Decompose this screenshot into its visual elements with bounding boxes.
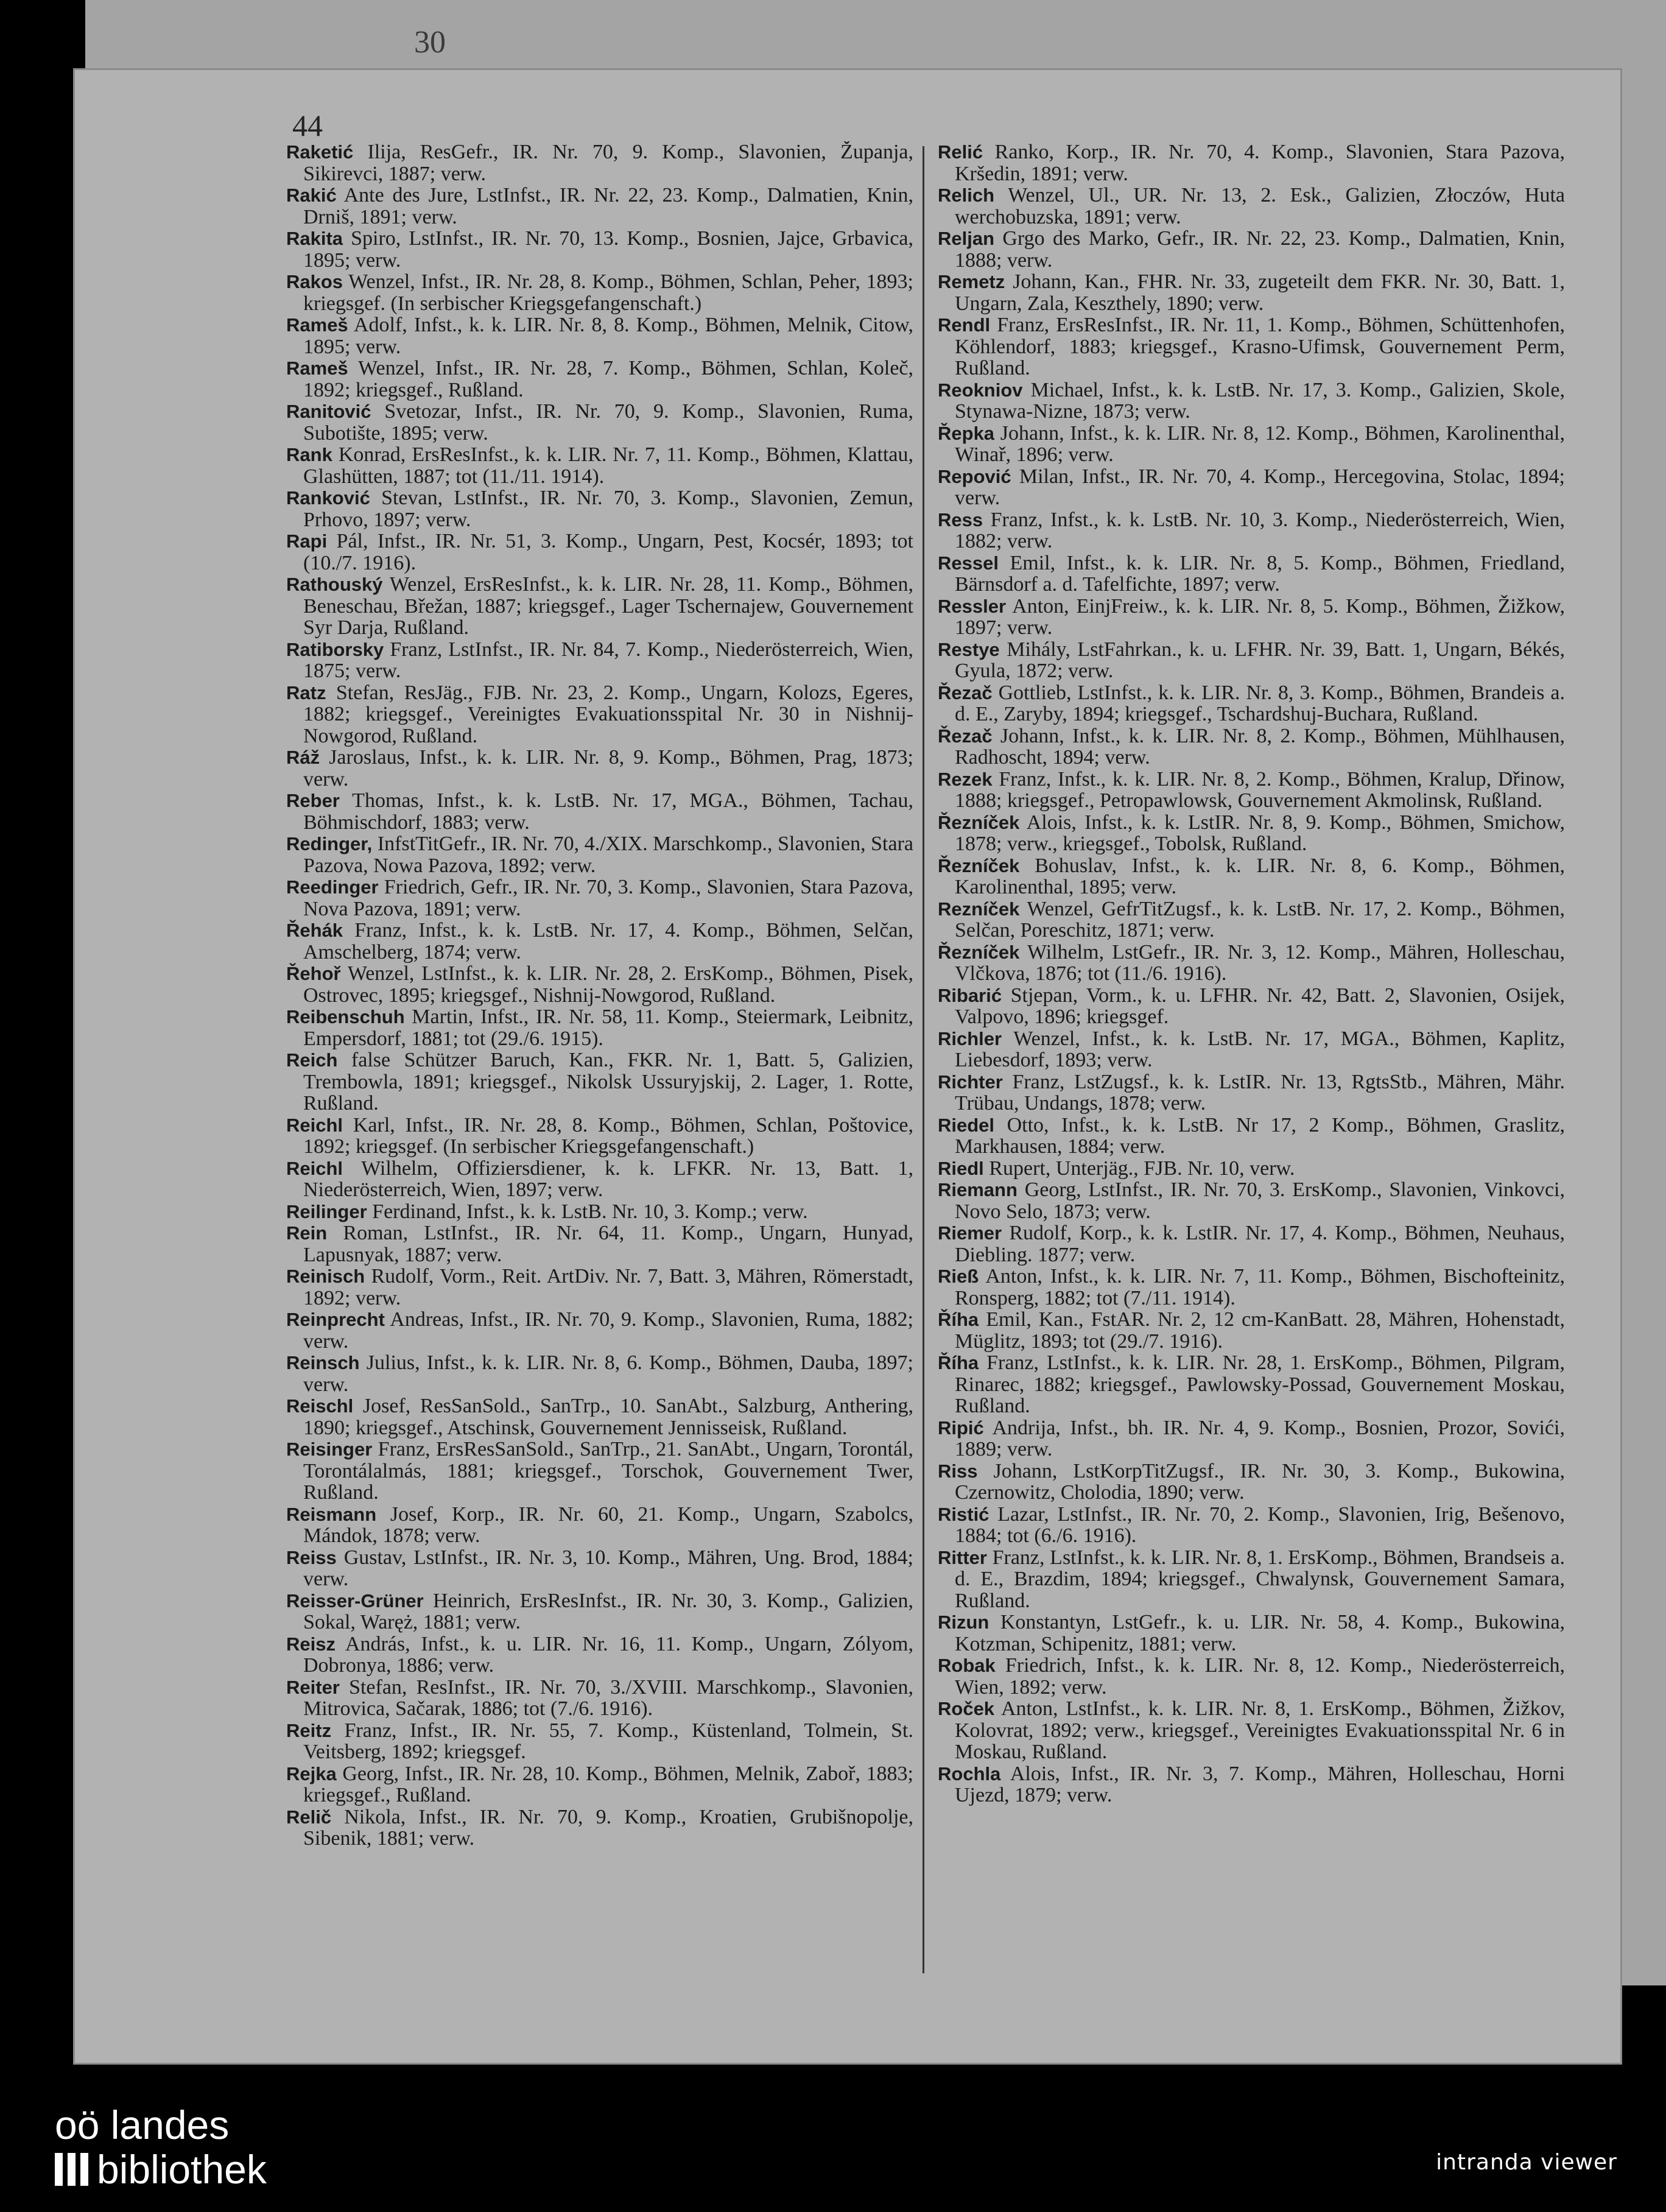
entry-surname: Richter — [938, 1071, 1003, 1093]
directory-entry — [286, 271, 913, 314]
entry-details: Martin, Infst., IR. Nr. 58, 11. Komp., Steiermark, Leibnitz, Empersdorf, 1881; tot (29./6. 1915). — [303, 1006, 913, 1050]
entry-surname: Rieß — [938, 1266, 979, 1287]
directory-entry — [938, 855, 1565, 898]
entry-surname: Reisz — [286, 1633, 336, 1655]
entry-details: Franz, LstInfst., k. k. LIR. Nr. 8, 1. ErsKomp., Böhmen, Brandseis a. d. E., Brazdim, 1894; kriegsgef., Chwalynsk, Gouvernement Samara, Rußland. — [955, 1546, 1565, 1612]
column-divider — [923, 146, 924, 1973]
directory-entry — [286, 1763, 913, 1806]
entry-details: Alois, Infst., k. k. LstIR. Nr. 8, 9. Komp., Böhmen, Smichow, 1878; verw., kriegsgef., Tobolsk, Rußland. — [955, 811, 1565, 855]
entry-details: Franz, LstZugsf., k. k. LstIR. Nr. 13, RgtsStb., Mähren, Mähr. Trübau, Undangs, 1878; verw. — [955, 1070, 1565, 1115]
entry-details: Georg, Infst., IR. Nr. 28, 10. Komp., Böhmen, Melnik, Zaboř, 1883; kriegsgef., Rußland. — [303, 1762, 913, 1806]
entry-details: Emil, Kan., FstAR. Nr. 2, 12 cm-KanBatt. 28, Mähren, Hohenstadt, Müglitz, 1893; tot (29./7. 1916). — [955, 1308, 1565, 1353]
entry-details: Franz, LstInfst., k. k. LIR. Nr. 28, 1. ErsKomp., Böhmen, Pilgram, Rinarec, 1882; kriegsgef., Pawlowsky-Possad, Gouvernement Moskau, Rußland. — [955, 1351, 1565, 1417]
entry-surname: Rejka — [286, 1763, 337, 1784]
entry-surname: Raketić — [286, 141, 354, 163]
entry-details: Johann, Kan., FHR. Nr. 33, zugeteilt dem FKR. Nr. 30, Batt. 1, Ungarn, Zala, Keszthely, 1890; verw. — [955, 270, 1565, 315]
entry-surname: Rameš — [286, 358, 348, 379]
directory-entry — [286, 682, 913, 747]
directory-entry — [938, 898, 1565, 942]
directory-entry — [286, 444, 913, 487]
directory-entry — [938, 1698, 1565, 1763]
entry-surname: Reitz — [286, 1719, 332, 1741]
entry-surname: Ratz — [286, 682, 326, 703]
directory-entry — [286, 1006, 913, 1049]
entry-details: Andrija, Infst., bh. IR. Nr. 4, 9. Komp., Bosnien, Prozor, Sovići, 1889; verw. — [955, 1416, 1565, 1460]
entry-surname: Rakos — [286, 271, 343, 292]
entry-surname: Rizun — [938, 1611, 989, 1633]
entry-details: Johann, Infst., k. k. LIR. Nr. 8, 12. Komp., Böhmen, Karolinenthal, Winař, 1896; verw. — [955, 421, 1565, 466]
directory-entry — [286, 1720, 913, 1763]
entry-surname: Reinsch — [286, 1352, 360, 1373]
entry-surname: Reilinger — [286, 1200, 367, 1222]
page-number: 44 — [292, 108, 323, 143]
entry-surname: Relič — [286, 1806, 332, 1828]
entry-details: Wenzel, GefrTitZugsf., k. k. LstB. Nr. 17, 2. Komp., Böhmen, Selčan, Poreschitz, 1871; verw. — [955, 897, 1565, 942]
directory-entry — [938, 596, 1565, 639]
entry-details: Mihály, LstFahrkan., k. u. LFHR. Nr. 39, Batt. 1, Ungarn, Békés, Gyula, 1872; verw. — [955, 638, 1565, 682]
entry-surname: Reiss — [286, 1546, 337, 1568]
entry-details: Anton, EinjFreiw., k. k. LIR. Nr. 8, 5. Komp., Böhmen, Žižkow, 1897; verw. — [955, 594, 1565, 639]
entry-surname: Rezek — [938, 768, 993, 790]
directory-entry — [286, 314, 913, 358]
entry-details: Gottlieb, LstInfst., k. k. LIR. Nr. 8, 3. Komp., Böhmen, Brandeis a. d. E., Zaryby, 1894; kriegsgef., Tschardshuj-Buchara, Rußland. — [955, 681, 1565, 725]
entry-surname: Ranković — [286, 487, 370, 509]
entry-details: InfstTitGefr., IR. Nr. 70, 4./XIX. Marschkomp., Slavonien, Stara Pazova, Nowa Pazova, 1892; verw. — [303, 833, 913, 877]
entry-details: Stefan, ResJäg., FJB. Nr. 23, 2. Komp., Ungarn, Kolozs, Egeres, 1882; kriegsgef., Vereinigtes Evakuationsspital Nr. 30 in Nishnij-Nowgorod, Rußland. — [303, 681, 913, 747]
directory-entry — [938, 942, 1565, 985]
directory-entry — [286, 1633, 913, 1677]
entry-surname: Reisinger — [286, 1439, 373, 1460]
directory-entry — [286, 228, 913, 271]
entry-details: Heinrich, ErsResInfst., IR. Nr. 30, 3. Komp., Galizien, Sokal, Waręż, 1881; verw. — [303, 1589, 913, 1633]
entry-surname: Ribarić — [938, 984, 1002, 1006]
directory-entry — [286, 833, 913, 876]
directory-entry — [938, 1309, 1565, 1352]
entry-details: Ferdinand, Infst., k. k. LstB. Nr. 10, 3. Komp.; verw. — [367, 1200, 808, 1223]
entry-surname: Reich — [286, 1049, 338, 1071]
directory-entry — [938, 985, 1565, 1028]
directory-entry — [286, 487, 913, 530]
entry-surname: Říha — [938, 1309, 979, 1330]
directory-entry — [286, 920, 913, 963]
entry-surname: Reber — [286, 790, 340, 811]
entry-surname: Reismann — [286, 1503, 377, 1525]
entry-surname: Rameš — [286, 314, 348, 336]
left-column — [286, 141, 913, 1850]
entry-surname: Rakita — [286, 228, 343, 249]
entry-surname: Říha — [938, 1352, 979, 1373]
entry-details: Stevan, LstInfst., IR. Nr. 70, 3. Komp., Slavonien, Zemun, Prhovo, 1897; verw. — [303, 487, 913, 531]
directory-entry — [938, 1158, 1565, 1180]
directory-entry — [938, 466, 1565, 509]
directory-entry — [938, 552, 1565, 596]
directory-entry — [938, 1460, 1565, 1504]
entry-surname: Řezač — [938, 725, 993, 747]
entry-surname: Rank — [286, 444, 332, 465]
entry-details: Franz, Infst., k. k. LIR. Nr. 8, 2. Komp., Böhmen, Kralup, Dřinow, 1888; kriegsgef., Petropawlowsk, Gouvernement Akmolinsk, Rußland. — [955, 767, 1565, 812]
entry-surname: Repović — [938, 465, 1011, 487]
entry-surname: Riemann — [938, 1179, 1018, 1200]
entry-details: Pál, Infst., IR. Nr. 51, 3. Komp., Ungarn, Pest, Kocsér, 1893; tot (10./7. 1916). — [303, 530, 913, 574]
entry-details: Wenzel, LstInfst., k. k. LIR. Nr. 28, 2. ErsKomp., Böhmen, Pisek, Ostrovec, 1895; kriegsgef., Nishnij-Nowgorod, Rußland. — [303, 962, 913, 1007]
entry-details: Rudolf, Korp., k. k. LstIR. Nr. 17, 4. Komp., Böhmen, Neuhaus, Diebling. 1877; verw. — [955, 1222, 1565, 1266]
entry-details: Alois, Infst., IR. Nr. 3, 7. Komp., Mähren, Holleschau, Horni Ujezd, 1879; verw. — [955, 1762, 1565, 1806]
entry-surname: Restye — [938, 638, 1000, 660]
entry-details: Johann, Infst., k. k. LIR. Nr. 8, 2. Komp., Böhmen, Mühlhausen, Radhoscht, 1894; verw. — [955, 724, 1565, 769]
directory-entry — [938, 379, 1565, 423]
entry-details: Josef, ResSanSold., SanTrp., 10. SanAbt., Salzburg, Anthering, 1890; kriegsgef., Atschinsk, Gouvernement Jennisseisk, Rußland. — [303, 1395, 913, 1439]
entry-details: Andreas, Infst., IR. Nr. 70, 9. Komp., Slavonien, Ruma, 1882; verw. — [303, 1308, 913, 1353]
logo-bars-icon — [55, 2153, 88, 2186]
entry-details: Rupert, Unterjäg., FJB. Nr. 10, verw. — [983, 1157, 1295, 1180]
entry-surname: Řezníček — [938, 941, 1020, 963]
entry-surname: Riedel — [938, 1114, 995, 1136]
directory-entry — [938, 725, 1565, 769]
entry-details: Stefan, ResInfst., IR. Nr. 70, 3./XVIII. Marschkomp., Slavonien, Mitrovica, Sačarak, 1886; tot (7./6. 1916). — [303, 1675, 913, 1720]
directory-entry — [286, 1439, 913, 1504]
entry-surname: Reinisch — [286, 1266, 365, 1287]
entry-details: Wilhelm, LstGefr., IR. Nr. 3, 12. Komp., Mähren, Holleschau, Vlčkova, 1876; tot (11./6. 1916). — [955, 940, 1565, 985]
entry-surname: Richler — [938, 1027, 1002, 1049]
entry-surname: Remetz — [938, 271, 1005, 292]
entry-details: Karl, Infst., IR. Nr. 28, 8. Komp., Böhmen, Schlan, Poštovice, 1892; kriegsgef. (In serbischer Kriegsgefangenschaft.) — [303, 1113, 913, 1158]
directory-entry — [938, 423, 1565, 466]
entry-surname: Řehoř — [286, 963, 341, 984]
entry-details: Spiro, LstInfst., IR. Nr. 70, 13. Komp., Bosnien, Jajce, Grbavica, 1895; verw. — [303, 227, 913, 272]
entry-surname: Ritter — [938, 1546, 987, 1568]
entry-details: András, Infst., k. u. LIR. Nr. 16, 11. Komp., Ungarn, Zólyom, Dobronya, 1886; verw. — [303, 1632, 913, 1677]
directory-entry — [938, 812, 1565, 855]
entry-surname: Relić — [938, 141, 983, 163]
directory-entry — [286, 141, 913, 185]
entry-surname: Ráž — [286, 747, 320, 768]
directory-entry — [938, 682, 1565, 725]
entry-details: Emil, Infst., k. k. LIR. Nr. 8, 5. Komp., Böhmen, Friedland, Bärnsdorf a. d. Tafelfichte, 1897; verw. — [955, 551, 1565, 596]
entry-surname: Reibenschuh — [286, 1006, 405, 1027]
entry-surname: Riedl — [938, 1157, 984, 1179]
directory-entry — [286, 1049, 913, 1115]
entry-details: Wenzel, Infst., IR. Nr. 28, 8. Komp., Böhmen, Schlan, Peher, 1893; kriegsgef. (In serbischer Kriegsgefangenschaft.) — [303, 270, 913, 315]
entry-details: Wilhelm, Offiziersdiener, k. k. LFKR. Nr. 13, Batt. 1, Niederösterreich, Wien, 1897; verw. — [303, 1157, 913, 1201]
entry-details: Franz, ErsResInfst., IR. Nr. 11, 1. Komp., Böhmen, Schüttenhofen, Köhlendorf, 1883; kriegsgef., Krasno-Ufimsk, Gouvernement Perm, Rußland. — [955, 314, 1565, 379]
entry-surname: Řezač — [938, 682, 993, 703]
directory-entry — [286, 963, 913, 1006]
directory-entry — [286, 1590, 913, 1633]
entry-surname: Ressler — [938, 595, 1007, 617]
entry-details: Michael, Infst., k. k. LstB. Nr. 17, 3. Komp., Galizien, Skole, Stynawa-Nizne, 1873; verw. — [955, 378, 1565, 423]
entry-surname: Rapi — [286, 530, 328, 552]
directory-entry — [286, 1222, 913, 1266]
entry-details: Otto, Infst., k. k. LstB. Nr 17, 2 Komp., Böhmen, Graslitz, Markhausen, 1884; verw. — [955, 1113, 1565, 1158]
entry-surname: Reischl — [286, 1395, 354, 1417]
directory-entry — [286, 358, 913, 401]
directory-entry — [286, 1504, 913, 1547]
entry-details: Konstantyn, LstGefr., k. u. LIR. Nr. 58, 4. Komp., Bukowina, Kotzman, Schipenitz, 1881; verw. — [955, 1611, 1565, 1655]
directory-entry — [286, 747, 913, 790]
entry-details: Franz, Infst., k. k. LstB. Nr. 17, 4. Komp., Böhmen, Selčan, Amschelberg, 1874; verw. — [303, 919, 913, 963]
directory-entry — [286, 401, 913, 444]
entry-surname: Redinger, — [286, 833, 373, 854]
entry-details: Grgo des Marko, Gefr., IR. Nr. 22, 23. Komp., Dalmatien, Knin, 1888; verw. — [955, 227, 1565, 272]
entry-surname: Roček — [938, 1698, 995, 1719]
entry-details: Rudolf, Vorm., Reit. ArtDiv. Nr. 7, Batt. 3, Mähren, Römerstadt, 1892; verw. — [303, 1265, 913, 1309]
entry-surname: Reedinger — [286, 876, 379, 898]
directory-entry — [938, 1071, 1565, 1115]
directory-entry — [938, 271, 1565, 314]
entry-details: Wenzel, Infst., k. k. LstB. Nr. 17, MGA., Böhmen, Kaplitz, Liebesdorf, 1893; verw. — [955, 1027, 1565, 1071]
entry-surname: Riss — [938, 1460, 978, 1482]
entry-details: Milan, Infst., IR. Nr. 70, 4. Komp., Hercegovina, Stolac, 1894; verw. — [955, 465, 1565, 509]
entry-details: Gustav, LstInfst., IR. Nr. 3, 10. Komp., Mähren, Ung. Brod, 1884; verw. — [303, 1546, 913, 1590]
entry-details: Lazar, LstInfst., IR. Nr. 70, 2. Komp., Slavonien, Irig, Bešenovo, 1884; tot (6./6. 1916). — [955, 1502, 1565, 1547]
entry-details: Julius, Infst., k. k. LIR. Nr. 8, 6. Komp., Böhmen, Dauba, 1897; verw. — [303, 1351, 913, 1396]
entry-surname: Řezníček — [938, 854, 1020, 876]
entry-surname: Rathouský — [286, 574, 383, 595]
entry-details: Konrad, ErsResInfst., k. k. LIR. Nr. 7, 11. Komp., Böhmen, Klattau, Glashütten, 1887; tot (11./11. 1914). — [303, 443, 913, 488]
entry-details: Anton, Infst., k. k. LIR. Nr. 7, 11. Komp., Böhmen, Bischofteinitz, Ronsperg, 1882; tot (7./11. 1914). — [955, 1265, 1565, 1309]
document-page — [73, 68, 1622, 2065]
entry-details: Friedrich, Infst., k. k. LIR. Nr. 8, 12. Komp., Niederösterreich, Wien, 1892; verw. — [955, 1654, 1565, 1699]
directory-entry — [938, 639, 1565, 682]
entry-details: Franz, ErsResSanSold., SanTrp., 21. SanAbt., Ungarn, Torontál, Torontálalmás, 1881; kriegsgef., Torschok, Gouvernement Twer, Rußland. — [303, 1438, 913, 1504]
directory-entry — [938, 1417, 1565, 1460]
directory-entry — [286, 876, 913, 920]
directory-entry — [286, 1309, 913, 1352]
entry-surname: Reiter — [286, 1676, 340, 1698]
entry-details: Svetozar, Infst., IR. Nr. 70, 9. Komp., Slavonien, Ruma, Subotište, 1895; verw. — [303, 400, 913, 445]
directory-entry — [938, 314, 1565, 379]
entry-surname: Reisser-Grüner — [286, 1590, 424, 1611]
directory-entry — [938, 1655, 1565, 1698]
directory-entry — [286, 1547, 913, 1590]
entry-surname: Riemer — [938, 1222, 1002, 1244]
logo-text-line1: oö landes — [55, 2102, 230, 2147]
entry-surname: Ranitović — [286, 401, 371, 422]
entry-details: Bohuslav, Infst., k. k. LIR. Nr. 8, 6. Komp., Böhmen, Karolinenthal, 1895; verw. — [955, 854, 1565, 898]
entry-details: Friedrich, Gefr., IR. Nr. 70, 3. Komp., Slavonien, Stara Pazova, Nova Pazova, 1891; verw. — [303, 876, 913, 920]
entry-surname: Řepka — [938, 422, 995, 444]
entry-details: Nikola, Infst., IR. Nr. 70, 9. Komp., Kroatien, Grubišnopolje, Sibenik, 1881; verw. — [303, 1805, 913, 1850]
entry-details: Wenzel, Ul., UR. Nr. 13, 2. Esk., Galizien, Złoczów, Huta werchobuzska, 1891; verw. — [955, 184, 1565, 228]
entry-surname: Ristić — [938, 1503, 989, 1525]
directory-entry — [938, 1611, 1565, 1655]
viewer-footer — [0, 2065, 1666, 2212]
entry-surname: Řehák — [286, 920, 343, 941]
logo-text-line2: bibliothek — [97, 2147, 267, 2192]
directory-entry — [938, 1547, 1565, 1612]
entry-surname: Rendl — [938, 314, 991, 336]
entry-details: Roman, LstInfst., IR. Nr. 64, 11. Komp., Ungarn, Hunyad, Lapusnyak, 1887; verw. — [303, 1222, 913, 1266]
directory-entry — [286, 530, 913, 574]
entry-details: Franz, LstInfst., IR. Nr. 84, 7. Komp., Niederösterreich, Wien, 1875; verw. — [303, 638, 913, 682]
viewer-label: intranda viewer — [1436, 2150, 1617, 2175]
entry-details: Stjepan, Vorm., k. u. LFHR. Nr. 42, Batt. 2, Slavonien, Osijek, Valpovo, 1896; kriegsgef. — [955, 984, 1565, 1028]
entry-details: Johann, LstKorpTitZugsf., IR. Nr. 30, 3. Komp., Bukowina, Czernowitz, Cholodia, 1890; verw. — [955, 1459, 1565, 1504]
directory-entry — [938, 1763, 1565, 1806]
entry-details: Georg, LstInfst., IR. Nr. 70, 3. ErsKomp., Slavonien, Vinkovci, Novo Selo, 1873; verw. — [955, 1178, 1565, 1223]
entry-surname: Ress — [938, 509, 983, 530]
directory-entry — [938, 1504, 1565, 1547]
directory-entry — [286, 185, 913, 228]
directory-entry — [938, 509, 1565, 552]
directory-entry — [938, 1352, 1565, 1417]
entry-details: Ilija, ResGefr., IR. Nr. 70, 9. Komp., Slavonien, Županja, Sikirevci, 1887; verw. — [303, 141, 913, 185]
entry-details: Ranko, Korp., IR. Nr. 70, 4. Komp., Slavonien, Stara Pazova, Kršedin, 1891; verw. — [955, 141, 1565, 185]
directory-entry — [938, 141, 1565, 185]
directory-entry — [286, 1201, 913, 1223]
directory-entry — [938, 1028, 1565, 1071]
directory-entry — [938, 1222, 1565, 1266]
entry-details: Thomas, Infst., k. k. LstB. Nr. 17, MGA., Böhmen, Tachau, Böhmischdorf, 1883; verw. — [303, 789, 913, 834]
entry-surname: Ratiborsky — [286, 638, 384, 660]
directory-entry — [286, 790, 913, 833]
entry-surname: Reljan — [938, 228, 995, 249]
entry-details: Anton, LstInfst., k. k. LIR. Nr. 8, 1. ErsKomp., Böhmen, Žižkov, Kolovrat, 1892; verw., kriegsgef., Vereinigtes Evakuationsspital Nr. 6 in Moskau, Rußland. — [955, 1697, 1565, 1763]
directory-entry — [938, 1179, 1565, 1222]
directory-entry — [286, 1677, 913, 1720]
underlying-page-number: 30 — [414, 25, 446, 60]
entry-surname: Ressel — [938, 552, 999, 574]
entry-details: Jaroslaus, Infst., k. k. LIR. Nr. 8, 9. Komp., Böhmen, Prag, 1873; verw. — [303, 746, 913, 791]
directory-entry — [286, 1266, 913, 1309]
entry-surname: Ripić — [938, 1417, 984, 1439]
directory-entry — [286, 1352, 913, 1395]
directory-entry — [286, 1115, 913, 1158]
entry-surname: Reinprecht — [286, 1309, 385, 1330]
directory-entry — [938, 1115, 1565, 1158]
entry-surname: Rochla — [938, 1763, 1001, 1784]
directory-entry — [938, 1266, 1565, 1309]
directory-entry — [286, 574, 913, 639]
entry-details: Wenzel, ErsResInfst., k. k. LIR. Nr. 28, 11. Komp., Böhmen, Beneschau, Břežan, 1887; kriegsgef., Lager Tschernajew, Gouvernement Syr Darja, Rußland. — [303, 573, 913, 639]
entry-details: Ante des Jure, LstInfst., IR. Nr. 22, 23. Komp., Dalmatien, Knin, Drniš, 1891; verw. — [303, 184, 913, 228]
directory-entry — [938, 228, 1565, 271]
entry-details: Wenzel, Infst., IR. Nr. 28, 7. Komp., Böhmen, Schlan, Koleč, 1892; kriegsgef., Rußland. — [303, 357, 913, 401]
entry-surname: Řezníček — [938, 811, 1020, 833]
directory-entry — [938, 185, 1565, 228]
directory-entry — [938, 769, 1565, 812]
entry-surname: Robak — [938, 1655, 996, 1676]
entry-surname: Rein — [286, 1222, 328, 1244]
entry-surname: Rakić — [286, 185, 337, 206]
entry-details: Josef, Korp., IR. Nr. 60, 21. Komp., Ungarn, Szabolcs, Mándok, 1878; verw. — [303, 1502, 913, 1547]
directory-entry — [286, 1806, 913, 1850]
library-logo[interactable] — [55, 2104, 267, 2193]
right-column — [938, 141, 1565, 1806]
entry-surname: Reokniov — [938, 379, 1023, 401]
entry-details: Franz, Infst., k. k. LstB. Nr. 10, 3. Komp., Niederösterreich, Wien, 1882; verw. — [955, 508, 1565, 552]
directory-entry — [286, 1158, 913, 1201]
directory-entry — [286, 639, 913, 682]
entry-details: Franz, Infst., IR. Nr. 55, 7. Komp., Küstenland, Tolmein, St. Veitsberg, 1892; kriegsgef. — [303, 1719, 913, 1763]
entry-details: false Schützer Baruch, Kan., FKR. Nr. 1, Batt. 5, Galizien, Trembowla, 1891; kriegsgef., Nikolsk Ussuryjskij, 2. Lager, 1. Rotte, Rußland. — [303, 1049, 913, 1115]
directory-entry — [286, 1395, 913, 1439]
entry-surname: Rezníček — [938, 898, 1020, 920]
entry-surname: Reichl — [286, 1114, 343, 1136]
entry-details: Adolf, Infst., k. k. LIR. Nr. 8, 8. Komp., Böhmen, Melnik, Citow, 1895; verw. — [303, 314, 913, 358]
entry-surname: Relich — [938, 185, 995, 206]
entry-surname: Reichl — [286, 1157, 343, 1179]
